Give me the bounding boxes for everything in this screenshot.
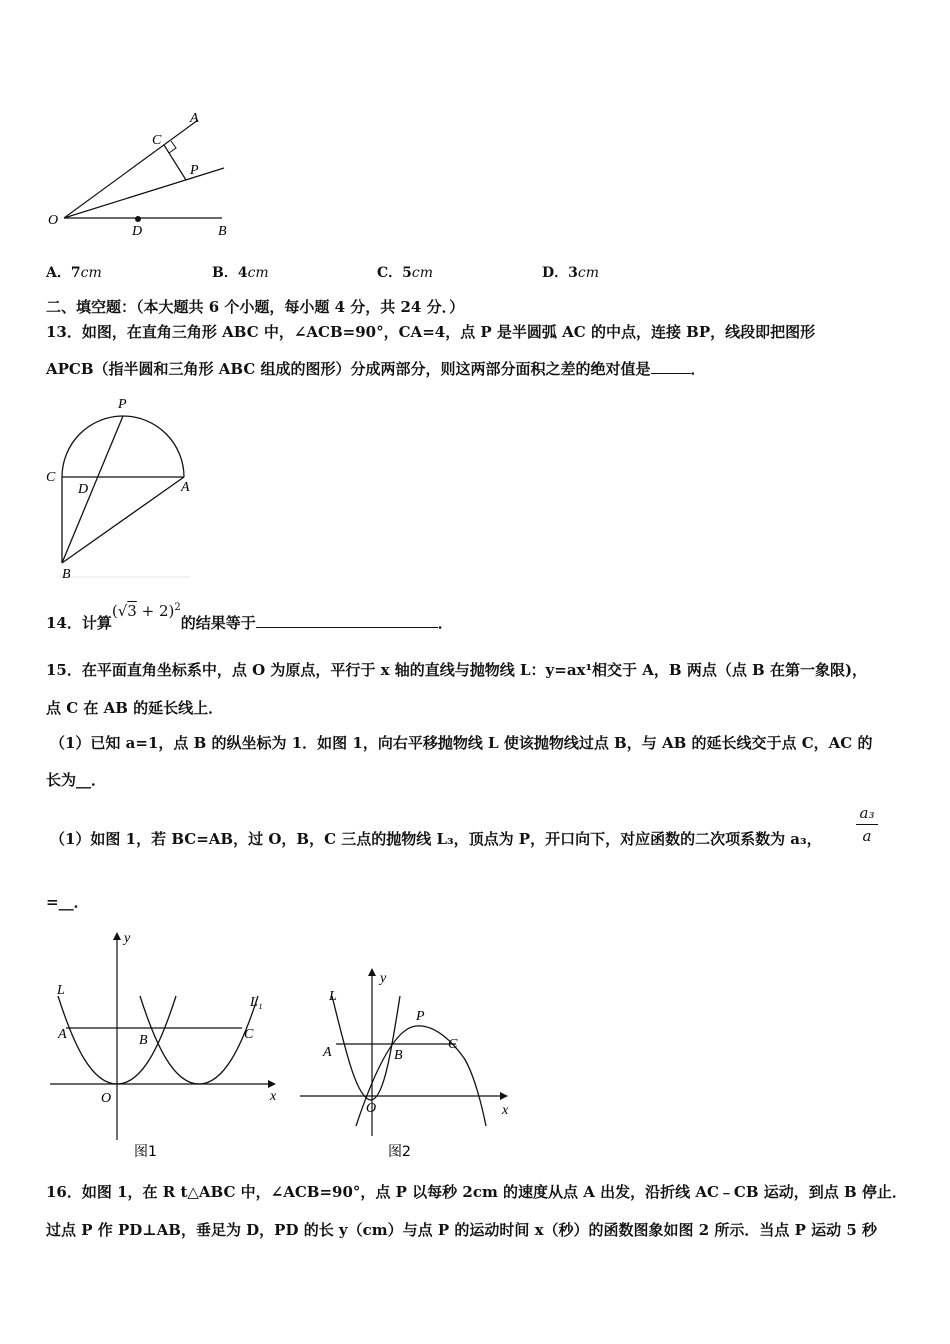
label-b: B xyxy=(218,224,227,239)
label-b: B xyxy=(139,1033,148,1048)
q16-line1: 16．如图 1，在 R t△ABC 中，∠ACB=90°，点 P 以每秒 2cm 的速度从点 A 出发，沿折线 AC﹣CB 运动，到点 B 停止． xyxy=(46,1183,907,1201)
angle-figure xyxy=(40,108,250,243)
q15-line2: 点 C 在 AB 的延长线上． xyxy=(46,699,224,717)
label-p: P xyxy=(190,163,199,178)
q15-sub1-line1: （1）已知 a=1，点 B 的纵坐标为 1．如图 1，向右平移抛物线 L 使该抛物线过点 B，与 AB 的延长线交于点 C，AC 的 xyxy=(50,734,873,752)
label-a: A xyxy=(323,1045,332,1060)
label-l: L xyxy=(57,983,65,998)
label-o: O xyxy=(48,213,59,228)
label-p: P xyxy=(118,397,127,412)
q15-sub2-line1: （1）如图 1，若 BC=AB，过 O，B，C 三点的抛物线 L₃，顶点为 P，开口向下，对应函数的二次项系数为 a₃， xyxy=(50,830,822,848)
label-a: A xyxy=(190,111,199,126)
label-y: y xyxy=(124,931,131,946)
label-o: O xyxy=(366,1101,377,1116)
q13-answer-blank[interactable] xyxy=(651,359,691,374)
parabola-figure-2 xyxy=(296,966,526,1166)
label-c: C xyxy=(244,1027,254,1042)
label-c: C xyxy=(448,1037,458,1052)
label-p: P xyxy=(416,1009,425,1024)
label-b: B xyxy=(394,1048,403,1063)
q13-line2: APCB（指半圆和三角形 ABC 组成的图形）分成两部分，则这两部分面积之差的绝对值是 ． xyxy=(46,360,706,378)
semicircle-figure xyxy=(42,395,202,583)
q15-sub2-line2: =__． xyxy=(46,893,89,911)
label-d: D xyxy=(132,224,143,239)
label-o: O xyxy=(101,1091,112,1106)
label-x: x xyxy=(270,1089,277,1104)
label-d: D xyxy=(78,482,89,497)
q13-line1: 13．如图，在直角三角形 ABC 中，∠ACB=90°，CA=4，点 P 是半圆弧 AC 的中点，连接 BP，线段即把图形 xyxy=(46,323,816,341)
q15-fraction: a₃ a xyxy=(856,804,878,845)
option-b[interactable]: B．4cm xyxy=(212,265,269,281)
label-a: A xyxy=(58,1027,67,1042)
option-c[interactable]: C．5cm xyxy=(377,265,434,281)
parabola-figure-1 xyxy=(44,926,284,1166)
section-title: 二、填空题：（本大题共 6 个小题，每小题 4 分，共 24 分．） xyxy=(46,298,465,316)
caption-fig1: 图1 xyxy=(134,1144,157,1160)
option-a[interactable]: A．7cm xyxy=(46,265,102,281)
label-l1: L₁ xyxy=(250,995,263,1010)
caption-fig2: 图2 xyxy=(388,1144,411,1160)
q14-answer-blank[interactable] xyxy=(256,613,438,628)
q15-sub1-line2: 长为__． xyxy=(46,771,107,789)
label-l: L xyxy=(329,989,337,1004)
option-d[interactable]: D．3cm xyxy=(542,265,600,281)
q14-expression: $(√3 + 2)^2$ xyxy=(111,602,181,620)
label-y: y xyxy=(380,971,387,986)
q16-line2: 过点 P 作 PD⊥AB，垂足为 D，PD 的长 y（cm）与点 P 的运动时间 x（秒）的函数图象如图 2 所示．当点 P 运动 5 秒 xyxy=(46,1221,878,1239)
q15-line1: 15．在平面直角坐标系中，点 O 为原点，平行于 x 轴的直线与抛物线 L：y=ax¹相交于 A，B 两点（点 B 在第一象限)， xyxy=(46,661,868,679)
label-a: A xyxy=(181,480,190,495)
point-d xyxy=(135,216,141,222)
label-b: B xyxy=(62,567,71,582)
label-c: C xyxy=(152,133,162,148)
label-c: C xyxy=(46,470,56,485)
q14-line: 14．计算$(√3 + 2)^2$的结果等于 ． xyxy=(46,602,453,632)
label-x: x xyxy=(502,1103,509,1118)
